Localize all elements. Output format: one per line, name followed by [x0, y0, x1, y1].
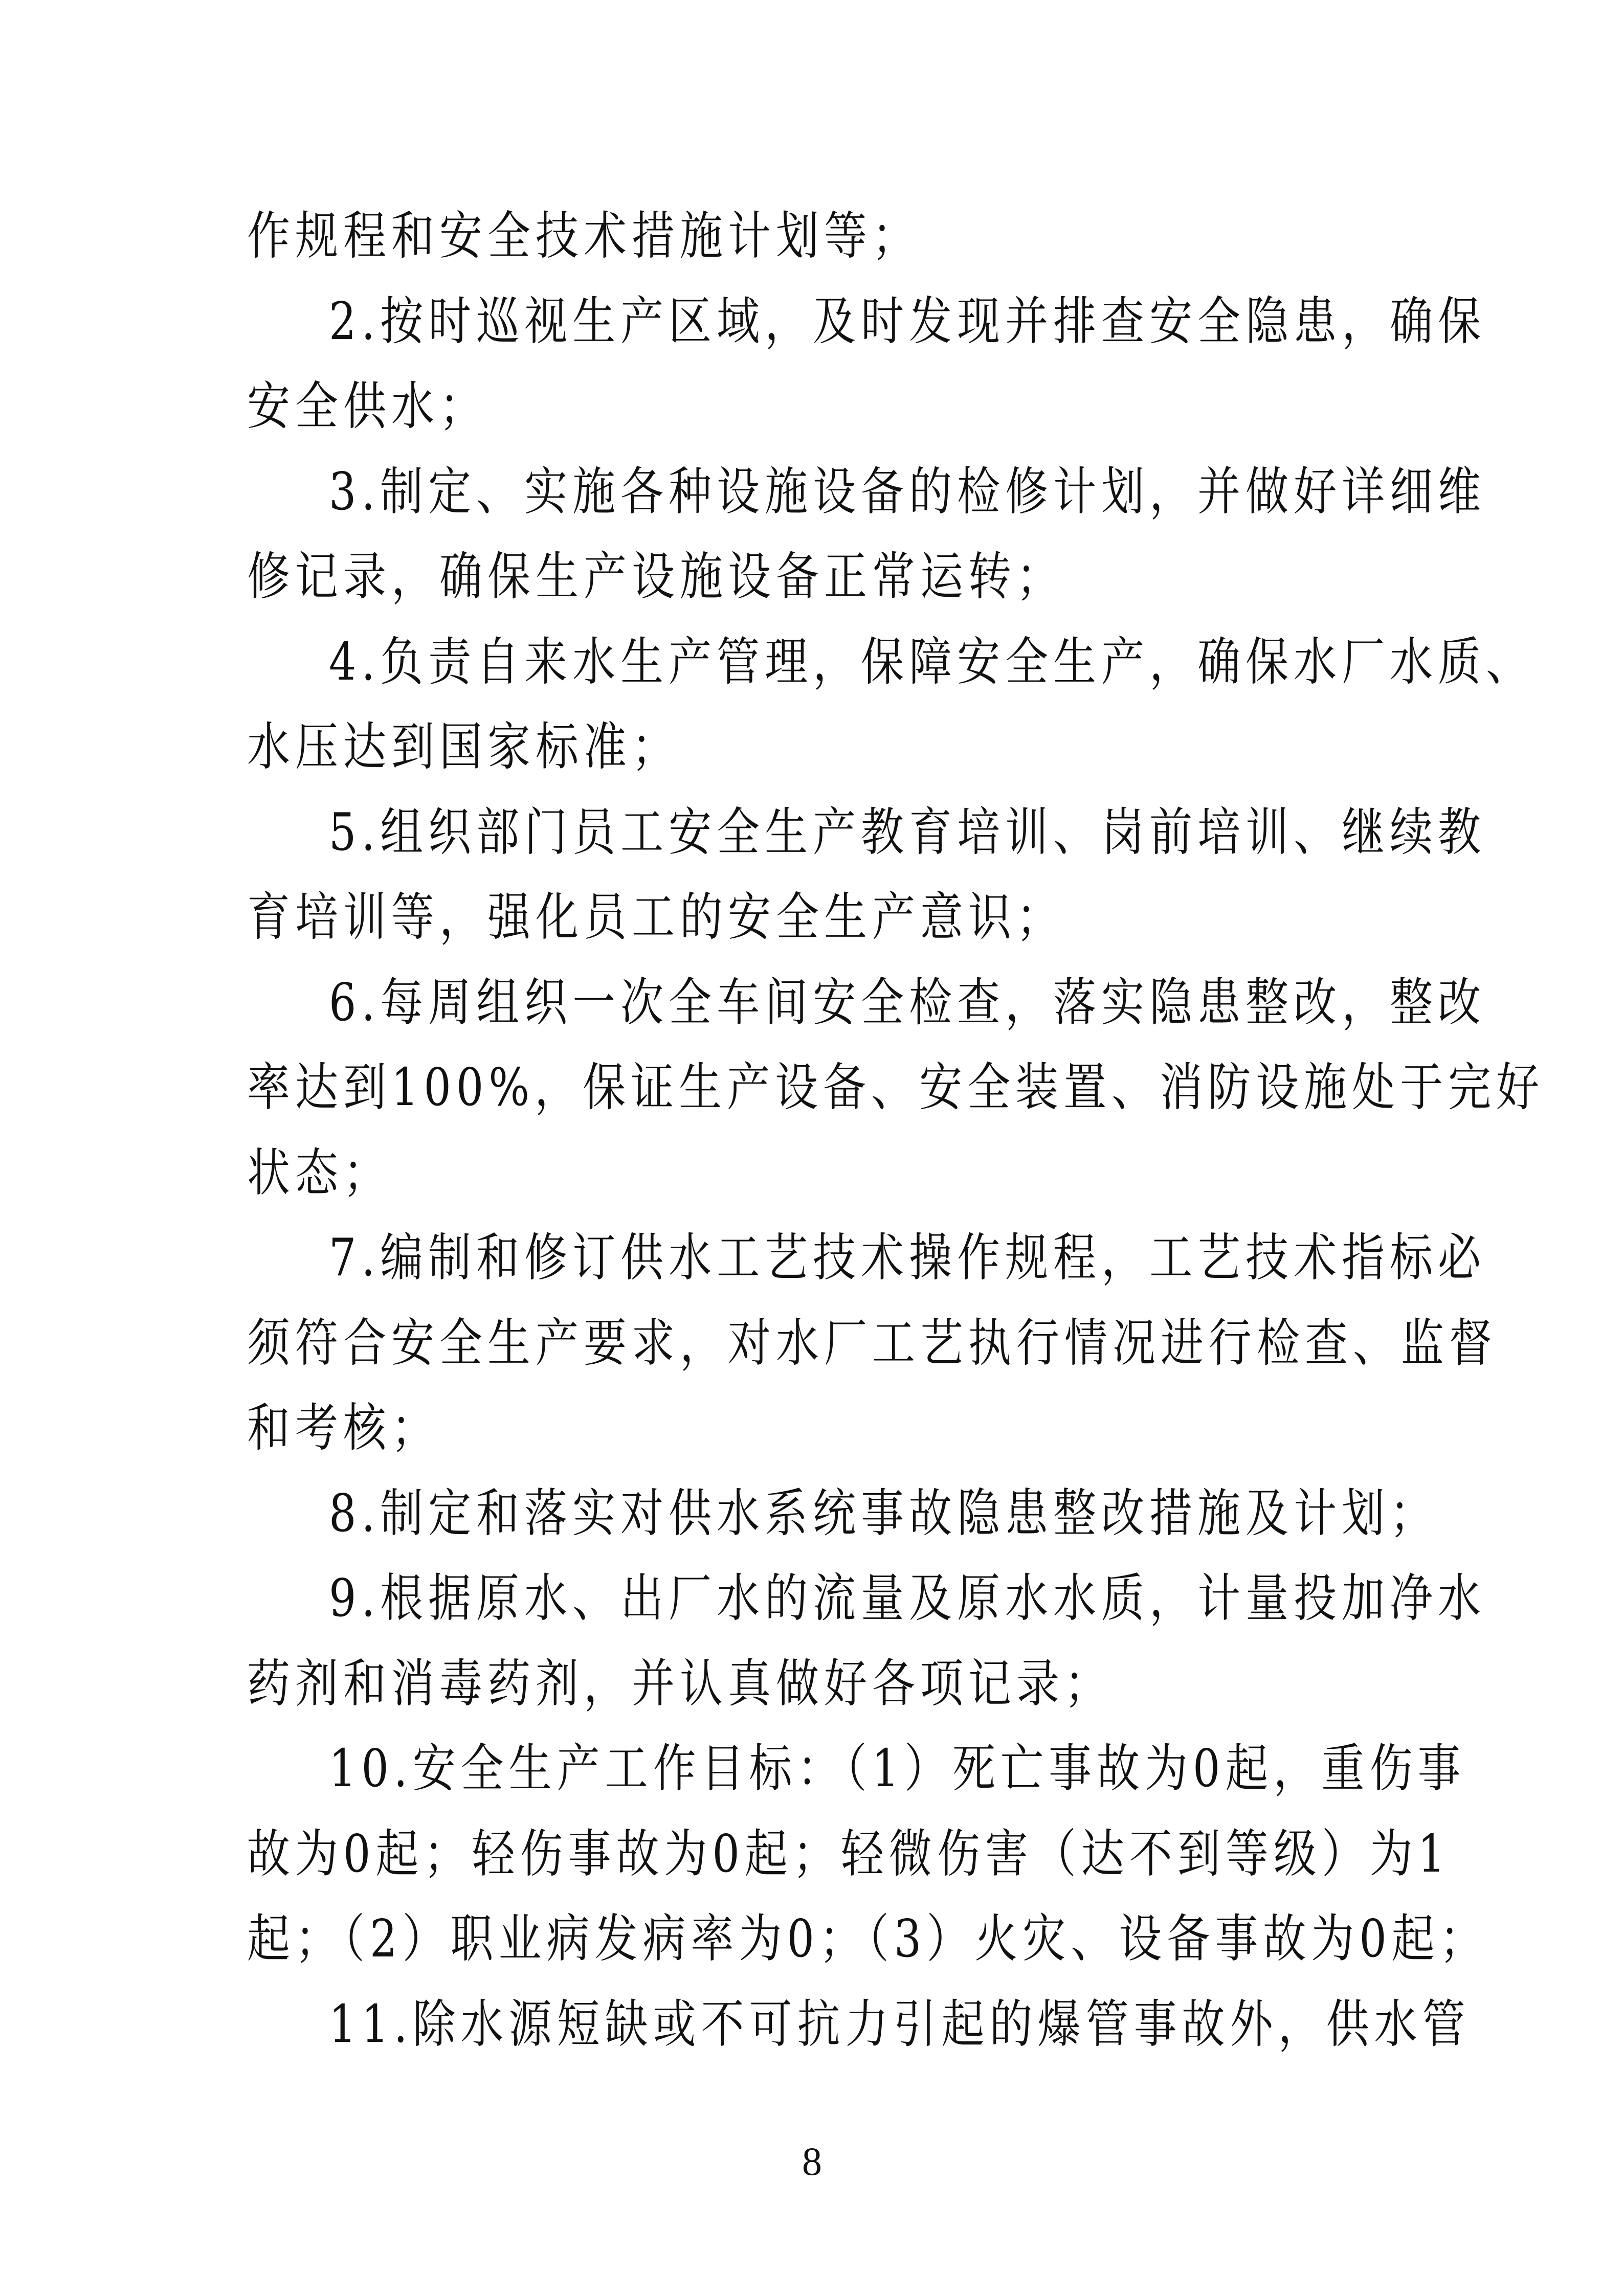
text-line: 状态；: [247, 1142, 392, 1203]
text-line: 起；（2）职业病发病率为0；（3）火灾、设备事故为0起；: [247, 1908, 1488, 1969]
list-item: 9.根据原水、出厂水的流量及原水水质，计量投加净水: [329, 1568, 1486, 1628]
text-line: 药剂和消毒药剂，并认真做好各项记录；: [247, 1653, 1113, 1714]
list-item: 2.按时巡视生产区域，及时发现并排查安全隐患，确保: [329, 290, 1486, 351]
list-item: 4.负责自来水生产管理，保障安全生产，确保水厂水质、: [329, 631, 1534, 692]
text-line: 育培训等，强化员工的安全生产意识；: [247, 887, 1065, 947]
text-line: 和考核；: [247, 1398, 440, 1458]
list-item: 8.制定和落实对供水系统事故隐患整改措施及计划；: [329, 1482, 1438, 1543]
list-item: 11.除水源短缺或不可抗力引起的爆管事故外，供水管: [329, 1993, 1471, 2054]
list-item: 10.安全生产工作目标：（1）死亡事故为0起，重伤事: [329, 1738, 1466, 1798]
text-line: 作规程和安全技术措施计划等；: [247, 206, 921, 266]
list-item: 5.组织部门员工安全生产教育培训、岗前培训、继续教: [329, 801, 1486, 862]
list-item: 7.编制和修订供水工艺技术操作规程，工艺技术指标必: [329, 1227, 1486, 1288]
text-line: 修记录，确保生产设施设备正常运转；: [247, 546, 1065, 606]
text-line: 率达到100%，保证生产设备、安全装置、消防设施处于完好: [247, 1057, 1545, 1117]
text-line: 水压达到国家标准；: [247, 716, 680, 777]
page-number: 8: [802, 2139, 822, 2184]
text-line: 安全供水；: [247, 376, 488, 436]
text-line: 故为0起；轻伤事故为0起；轻微伤害（达不到等级）为1: [247, 1823, 1451, 1884]
list-item: 3.制定、实施各种设施设备的检修计划，并做好详细维: [329, 461, 1486, 522]
text-line: 须符合安全生产要求，对水厂工艺执行情况进行检查、监督: [247, 1312, 1498, 1373]
list-item: 6.每周组织一次全车间安全检查，落实隐患整改，整改: [329, 972, 1486, 1032]
